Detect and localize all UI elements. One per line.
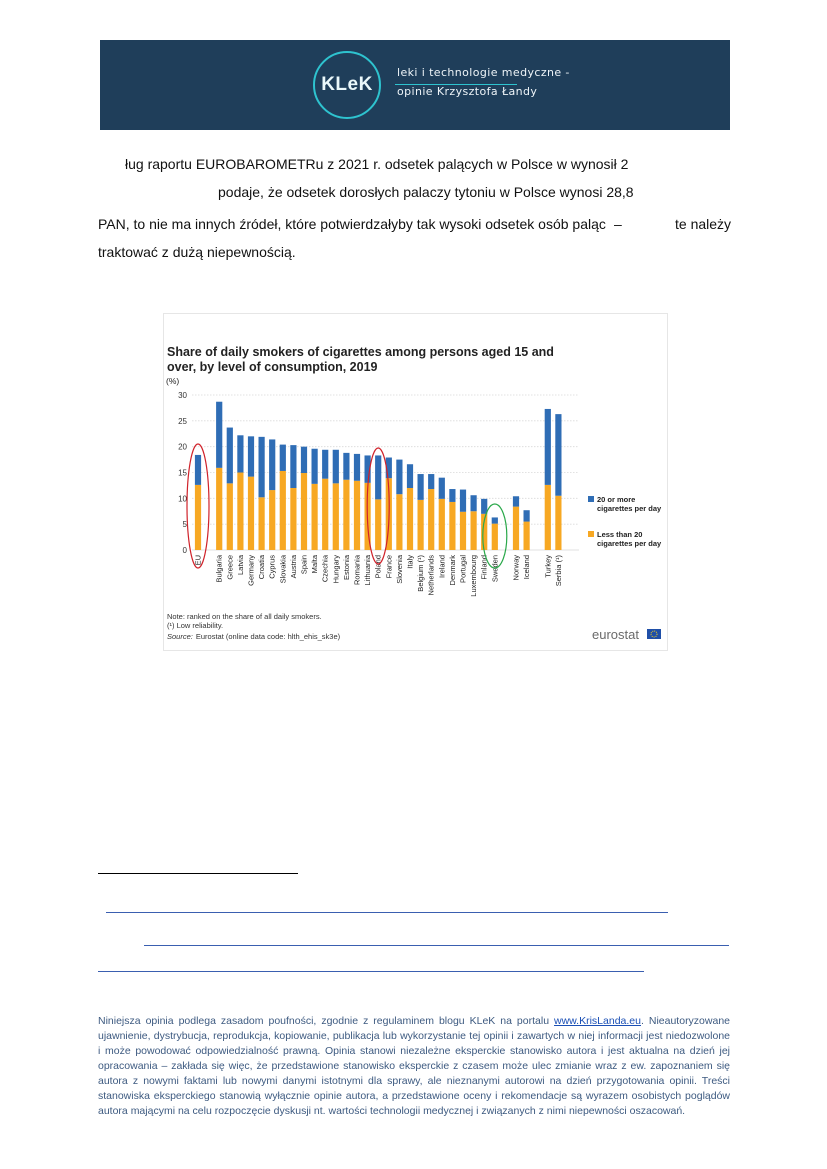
bar-20-or-more xyxy=(280,445,286,471)
body-line-1: ług raportu EUROBAROMETRu z 2021 r. odsetek palących w Polsce w wynosił 2 xyxy=(125,156,629,172)
bar-less-than-20 xyxy=(449,502,455,550)
bar-less-than-20 xyxy=(428,489,434,550)
bar-20-or-more xyxy=(237,435,243,472)
eurostat-chart xyxy=(163,313,668,651)
x-tick-label: Italy xyxy=(405,555,415,569)
tagline-line1: leki i technologie medyczne - xyxy=(397,66,570,79)
bar-20-or-more xyxy=(460,490,466,512)
legend-label: cigarettes per day xyxy=(597,504,662,513)
x-tick-label: Finland xyxy=(479,555,489,580)
y-tick-label: 0 xyxy=(182,546,187,555)
x-tick-label: Spain xyxy=(299,555,309,575)
x-tick-label: Slovenia xyxy=(394,555,404,584)
x-tick-label: Bulgaria xyxy=(214,555,224,583)
bar-20-or-more xyxy=(396,460,402,495)
x-tick-label: Ireland xyxy=(437,555,447,578)
bar-less-than-20 xyxy=(375,499,381,550)
bar-less-than-20 xyxy=(216,468,222,550)
bar-20-or-more xyxy=(439,478,445,499)
bar-less-than-20 xyxy=(396,494,402,550)
body-line-3a: PAN, to nie ma innych źródeł, które potwierdzałyby tak wysoki odsetek osób paląc xyxy=(98,216,606,232)
y-tick-label: 30 xyxy=(178,391,187,400)
bar-20-or-more xyxy=(322,450,328,479)
bar-20-or-more xyxy=(343,453,349,480)
x-tick-label: Romania xyxy=(352,555,362,586)
bar-20-or-more xyxy=(301,447,307,473)
bar-less-than-20 xyxy=(269,490,275,550)
y-tick-label: 20 xyxy=(178,442,187,452)
bar-less-than-20 xyxy=(545,485,551,550)
legend-swatch xyxy=(588,496,594,502)
bar-less-than-20 xyxy=(290,488,296,550)
y-tick-label: 25 xyxy=(178,416,187,426)
x-tick-label: Belgium (¹) xyxy=(416,555,426,592)
legend-label: cigarettes per day xyxy=(597,539,662,548)
bar-20-or-more xyxy=(354,454,360,481)
disclaimer xyxy=(98,1014,730,1119)
bar-less-than-20 xyxy=(418,500,424,550)
disclaimer-part1: Niniejsza opinia podlega zasadom poufności, zgodnie z regulaminem blogu KLeK na portalu xyxy=(98,1015,555,1027)
bar-20-or-more xyxy=(227,428,233,484)
x-tick-label: Sweden xyxy=(490,555,500,583)
bar-less-than-20 xyxy=(312,484,318,550)
eu-flag-icon xyxy=(647,629,661,639)
x-tick-label: Norway xyxy=(511,555,521,581)
y-tick-label: 10 xyxy=(178,494,187,504)
klek-logo xyxy=(313,51,381,119)
x-tick-label: Iceland xyxy=(522,555,532,580)
x-tick-label: Latvia xyxy=(235,555,245,576)
footnote-link-1[interactable] xyxy=(106,912,668,913)
bar-less-than-20 xyxy=(333,483,339,550)
header-banner xyxy=(100,40,730,130)
source-label: Source: xyxy=(167,632,193,641)
bar-less-than-20 xyxy=(354,481,360,550)
bar-20-or-more xyxy=(248,436,254,476)
x-tick-label: Luxembourg xyxy=(469,555,479,597)
chart-source xyxy=(167,632,341,641)
bar-20-or-more xyxy=(545,409,551,485)
x-tick-label: Estonia xyxy=(341,555,351,581)
bar-less-than-20 xyxy=(492,524,498,550)
bar-20-or-more xyxy=(513,496,519,506)
bar-less-than-20 xyxy=(439,499,445,550)
bar-less-than-20 xyxy=(555,496,561,550)
bar-less-than-20 xyxy=(195,485,201,550)
x-tick-label: Austria xyxy=(288,555,298,579)
chart-footnote: (¹) Low reliability. xyxy=(167,621,224,630)
bar-20-or-more xyxy=(428,474,434,489)
bar-less-than-20 xyxy=(343,480,349,550)
disclaimer-part2: . Nieautoryzowane ujawnienie, dystrybucja, reprodukcja, kopiowanie, publikacja lub wykorzystanie tej opinii i zawartych w niej informacji jest niedozwolone i może powodować odpowiedzialność prawną. Opinia stanowi niezależne eksperckie stanowisko autora i jest aktualna na dzień jej opracowania – zakłada się więc, że przedstawione stanowisko eksperckie z czasem może ulec zmianie wraz z ew. zapoznaniem się autora z nowymi faktami lub nowymi danymi istotnymi dla sprawy, ale nieznanymi autorowi na dzień przygotowania opinii. Treści stanowiska eksperckiego stanowią wyłącznie opinie autora, a przedstawione oceny i rekomendacje są wyrazem osobistych poglądów autora mającymi na celu rozpoczęcie dyskusji nt. wartości technologii medycznej i związanych z nimi niepewności oszacowań. xyxy=(98,1015,731,1117)
bar-20-or-more xyxy=(481,499,487,514)
logo-text: KLeK xyxy=(321,74,373,95)
x-tick-label: Germany xyxy=(246,555,256,586)
bar-less-than-20 xyxy=(301,473,307,550)
source-text: Eurostat (online data code: hlth_ehis_sk3e) xyxy=(195,632,341,641)
x-tick-label: Serbia (¹) xyxy=(553,555,563,587)
bar-20-or-more xyxy=(407,464,413,488)
chart-svg xyxy=(164,314,667,650)
bar-less-than-20 xyxy=(259,497,265,550)
body-line-3b: – xyxy=(614,216,622,232)
chart-note: Note: ranked on the share of all daily smokers. xyxy=(167,612,322,621)
bar-20-or-more xyxy=(449,489,455,502)
bar-less-than-20 xyxy=(513,507,519,550)
bar-less-than-20 xyxy=(407,488,413,550)
eurostat-brand: eurostat xyxy=(592,627,639,642)
bar-less-than-20 xyxy=(280,471,286,550)
y-tick-label: 15 xyxy=(178,468,187,478)
bar-less-than-20 xyxy=(524,522,530,550)
x-tick-label: Poland xyxy=(373,555,383,579)
bar-20-or-more xyxy=(492,517,498,523)
legend-label: 20 or more xyxy=(597,495,636,504)
y-tick-label: 5 xyxy=(182,520,187,530)
bar-20-or-more xyxy=(195,455,201,485)
footnote-link-2[interactable] xyxy=(144,945,729,946)
x-tick-label: France xyxy=(384,555,394,579)
x-tick-label: Turkey xyxy=(543,555,553,578)
x-tick-label: Netherlands xyxy=(426,555,436,596)
bar-20-or-more xyxy=(375,455,381,499)
x-tick-label: EU xyxy=(193,555,203,566)
tagline-line2: opinie Krzysztofa Łandy xyxy=(397,85,538,98)
bar-less-than-20 xyxy=(227,483,233,550)
bar-less-than-20 xyxy=(471,511,477,550)
x-tick-label: Denmark xyxy=(447,555,457,586)
bar-20-or-more xyxy=(290,445,296,488)
x-tick-label: Hungary xyxy=(331,555,341,584)
x-tick-label: Croatia xyxy=(257,555,267,580)
logo-tagline xyxy=(397,66,570,98)
y-axis-label: (%) xyxy=(166,376,180,386)
bar-20-or-more xyxy=(216,402,222,468)
bar-20-or-more xyxy=(333,450,339,484)
legend-swatch xyxy=(588,531,594,537)
body-line-4: traktować z dużą niepewnością. xyxy=(98,244,296,260)
chart-title-line2: over, by level of consumption, 2019 xyxy=(167,360,378,374)
bar-less-than-20 xyxy=(237,473,243,551)
bar-less-than-20 xyxy=(460,512,466,550)
x-tick-label: Greece xyxy=(225,555,235,580)
footnote-separator xyxy=(98,873,298,874)
legend-label: Less than 20 xyxy=(597,530,643,539)
body-line-3c: te należy xyxy=(675,216,732,232)
body-line-2: podaje, że odsetek dorosłych palaczy tytoniu w Polsce wynosi 28,8 xyxy=(218,184,634,200)
x-tick-label: Cyprus xyxy=(267,555,277,579)
krislanda-link[interactable]: www.KrisLanda.eu xyxy=(554,1015,641,1027)
x-tick-label: Malta xyxy=(310,555,320,574)
x-tick-label: Slovakia xyxy=(278,555,288,584)
x-tick-label: Czechia xyxy=(320,555,330,583)
bar-less-than-20 xyxy=(248,477,254,550)
bar-20-or-more xyxy=(259,437,265,497)
chart-title-line1: Share of daily smokers of cigarettes among persons aged 15 and xyxy=(167,345,554,359)
bar-20-or-more xyxy=(418,474,424,500)
footnote-link-3[interactable] xyxy=(98,971,644,972)
bar-20-or-more xyxy=(269,439,275,490)
bar-less-than-20 xyxy=(322,479,328,550)
x-tick-label: Lithuania xyxy=(363,555,373,586)
x-tick-label: Portugal xyxy=(458,555,468,583)
bar-20-or-more xyxy=(555,414,561,496)
bar-20-or-more xyxy=(471,495,477,511)
bar-20-or-more xyxy=(312,449,318,484)
bar-20-or-more xyxy=(524,510,530,521)
